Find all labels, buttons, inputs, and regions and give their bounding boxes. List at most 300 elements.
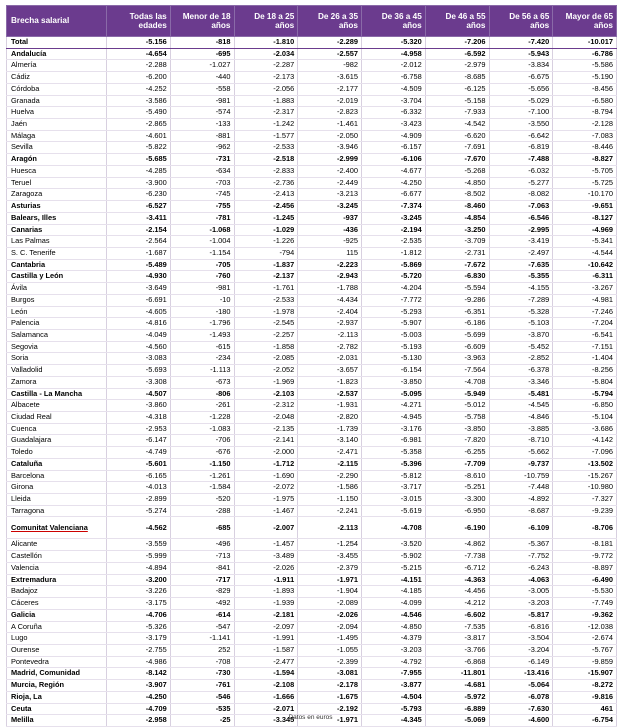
region-label: Zaragoza <box>11 189 43 199</box>
row-value-cell: -5.326 <box>107 621 171 633</box>
row-value-cell: -1.027 <box>170 60 234 72</box>
row-value-cell: -8.897 <box>553 562 617 574</box>
row-value-cell: -5.156 <box>107 37 171 49</box>
row-value-cell: -3.411 <box>107 212 171 224</box>
row-value-cell: -5.367 <box>489 539 553 551</box>
row-value-cell: -2.012 <box>362 60 426 72</box>
row-value-cell: -10.170 <box>553 189 617 201</box>
row-value-cell: -2.115 <box>298 458 362 470</box>
row-value-cell: -4.562 <box>107 517 171 539</box>
row-value-cell: -1.461 <box>298 119 362 131</box>
region-label: Rioja, La <box>11 691 42 701</box>
row-value-cell: -3.200 <box>107 574 171 586</box>
row-value-cell: -2.000 <box>234 447 298 459</box>
row-value-cell: -1.991 <box>234 633 298 645</box>
row-value-cell: -6.378 <box>489 365 553 377</box>
table-row <box>7 201 617 213</box>
table-row <box>7 365 617 377</box>
row-value-cell: -2.953 <box>107 423 171 435</box>
row-value-cell: -2.089 <box>298 598 362 610</box>
row-region-name <box>7 539 107 551</box>
row-value-cell: -962 <box>170 142 234 154</box>
row-region-name <box>7 306 107 318</box>
row-value-cell: -6.675 <box>489 72 553 84</box>
row-region-name <box>7 703 107 715</box>
region-label: Segovia <box>11 341 38 351</box>
region-label: Guadalajara <box>11 435 52 445</box>
row-value-cell: -2.782 <box>298 341 362 353</box>
row-value-cell: -5.530 <box>553 586 617 598</box>
row-value-cell: -2.449 <box>298 177 362 189</box>
row-region-name <box>7 376 107 388</box>
row-value-cell: -8.456 <box>553 83 617 95</box>
row-value-cell: -1.068 <box>170 224 234 236</box>
row-value-cell: -2.999 <box>298 154 362 166</box>
row-value-cell: -8.687 <box>489 505 553 517</box>
region-label: Aragón <box>11 154 37 164</box>
row-value-cell: 115 <box>298 247 362 259</box>
row-region-name <box>7 470 107 482</box>
row-value-cell: -4.560 <box>107 341 171 353</box>
region-label: Murcia, Región <box>11 680 64 690</box>
row-value-cell: -6.351 <box>425 306 489 318</box>
row-value-cell: -5.104 <box>553 412 617 424</box>
row-value-cell: -5.341 <box>553 236 617 248</box>
row-value-cell: -713 <box>170 551 234 563</box>
row-value-cell: -8.446 <box>553 142 617 154</box>
row-value-cell: -7.246 <box>553 306 617 318</box>
table-row <box>7 621 617 633</box>
row-value-cell: -492 <box>170 598 234 610</box>
header-mayor-65: Mayor de 65 años <box>553 6 617 37</box>
row-region-name <box>7 668 107 680</box>
row-value-cell: -2.135 <box>234 423 298 435</box>
row-value-cell: -1.254 <box>298 539 362 551</box>
row-value-cell: -2.287 <box>234 60 298 72</box>
region-label: Pontevedra <box>11 656 49 666</box>
row-value-cell: -2.477 <box>234 656 298 668</box>
row-value-cell: -8.256 <box>553 365 617 377</box>
salary-gap-table <box>6 5 617 727</box>
row-value-cell: -2.034 <box>234 48 298 60</box>
row-region-name <box>7 189 107 201</box>
table-row <box>7 306 617 318</box>
row-value-cell: -6.200 <box>107 72 171 84</box>
row-value-cell: -5.720 <box>362 271 426 283</box>
row-value-cell: -4.434 <box>298 294 362 306</box>
row-region-name <box>7 341 107 353</box>
row-value-cell: -4.049 <box>107 329 171 341</box>
row-value-cell: -7.374 <box>362 201 426 213</box>
row-value-cell: -4.099 <box>362 598 426 610</box>
table-row <box>7 412 617 424</box>
row-value-cell: -2.471 <box>298 447 362 459</box>
row-value-cell: -1.969 <box>234 376 298 388</box>
row-region-name <box>7 633 107 645</box>
row-region-name <box>7 517 107 539</box>
row-value-cell: -6.109 <box>489 517 553 539</box>
row-value-cell: -1.226 <box>234 236 298 248</box>
row-value-cell: -2.137 <box>234 271 298 283</box>
row-value-cell: -6.758 <box>362 72 426 84</box>
row-value-cell: -8.502 <box>425 189 489 201</box>
region-label: Girona <box>11 482 34 492</box>
row-value-cell: -3.345 <box>234 715 298 727</box>
table-row <box>7 562 617 574</box>
row-value-cell: -5.972 <box>425 691 489 703</box>
row-value-cell: -730 <box>170 668 234 680</box>
row-value-cell: -5.619 <box>362 505 426 517</box>
row-value-cell: -7.738 <box>425 551 489 563</box>
table-row <box>7 400 617 412</box>
row-value-cell: -781 <box>170 212 234 224</box>
row-value-cell: -4.271 <box>362 400 426 412</box>
row-value-cell: -6.712 <box>425 562 489 574</box>
row-value-cell: -2.564 <box>107 236 171 248</box>
row-value-cell: -5.158 <box>425 95 489 107</box>
row-value-cell: -8.794 <box>553 107 617 119</box>
row-value-cell: -2.052 <box>234 365 298 377</box>
row-region-name <box>7 283 107 295</box>
row-value-cell: -3.081 <box>298 668 362 680</box>
row-value-cell: -2.007 <box>234 517 298 539</box>
row-value-cell: -7.488 <box>489 154 553 166</box>
table-row <box>7 517 617 539</box>
region-label: Jaén <box>11 119 28 129</box>
row-value-cell: -3.709 <box>425 236 489 248</box>
row-value-cell: -4.894 <box>107 562 171 574</box>
row-value-cell: -2.289 <box>298 37 362 49</box>
table-header-row <box>7 6 617 37</box>
row-value-cell: -1.975 <box>234 494 298 506</box>
row-value-cell: -4.600 <box>489 715 553 727</box>
row-value-cell: -7.933 <box>425 107 489 119</box>
row-value-cell: -6.950 <box>425 505 489 517</box>
row-value-cell: -2.674 <box>553 633 617 645</box>
row-value-cell: -1.761 <box>234 283 298 295</box>
row-value-cell: -2.557 <box>298 48 362 60</box>
row-region-name <box>7 644 107 656</box>
region-label: Balears, Illes <box>11 212 57 222</box>
row-value-cell: -3.900 <box>107 177 171 189</box>
row-value-cell: -4.654 <box>107 48 171 60</box>
table-row <box>7 329 617 341</box>
table-row <box>7 539 617 551</box>
row-value-cell: -15.907 <box>553 668 617 680</box>
row-value-cell: -3.204 <box>489 644 553 656</box>
row-value-cell: -3.213 <box>298 189 362 201</box>
table-row <box>7 691 617 703</box>
row-value-cell: -2.108 <box>234 680 298 692</box>
row-value-cell: -5.705 <box>553 165 617 177</box>
row-region-name <box>7 212 107 224</box>
row-value-cell: -2.533 <box>234 294 298 306</box>
row-value-cell: -5.328 <box>489 306 553 318</box>
row-region-name <box>7 458 107 470</box>
row-region-name <box>7 562 107 574</box>
table-row <box>7 294 617 306</box>
region-label: Teruel <box>11 177 32 187</box>
table-row <box>7 72 617 84</box>
row-value-cell: -7.083 <box>553 130 617 142</box>
row-value-cell: -4.155 <box>489 283 553 295</box>
row-value-cell: -2.019 <box>298 95 362 107</box>
table-row <box>7 119 617 131</box>
row-value-cell: -1.911 <box>234 574 298 586</box>
row-value-cell: -6.149 <box>489 656 553 668</box>
row-value-cell: -2.154 <box>107 224 171 236</box>
row-value-cell: -3.550 <box>489 119 553 131</box>
row-region-name <box>7 107 107 119</box>
row-value-cell: -2.865 <box>107 119 171 131</box>
row-value-cell: -1.687 <box>107 247 171 259</box>
row-value-cell: -2.026 <box>234 562 298 574</box>
row-value-cell: -7.635 <box>489 259 553 271</box>
region-label: Castilla y León <box>11 271 64 281</box>
row-value-cell: -7.772 <box>362 294 426 306</box>
row-value-cell: -8.082 <box>489 189 553 201</box>
row-value-cell: -4.285 <box>107 165 171 177</box>
region-label: Soria <box>11 353 29 363</box>
row-value-cell: -7.327 <box>553 494 617 506</box>
row-value-cell: -5.693 <box>107 365 171 377</box>
table-row <box>7 551 617 563</box>
row-region-name <box>7 201 107 213</box>
row-value-cell: -3.423 <box>362 119 426 131</box>
row-value-cell: -6.816 <box>489 621 553 633</box>
row-region-name <box>7 154 107 166</box>
row-value-cell: -5.822 <box>107 142 171 154</box>
table-row <box>7 633 617 645</box>
row-value-cell: -547 <box>170 621 234 633</box>
row-value-cell: -6.332 <box>362 107 426 119</box>
row-value-cell: -5.193 <box>362 341 426 353</box>
region-label: Alicante <box>11 539 38 549</box>
row-value-cell: -2.288 <box>107 60 171 72</box>
row-value-cell: -2.731 <box>425 247 489 259</box>
row-region-name <box>7 318 107 330</box>
region-label: Madrid, Comunidad <box>11 668 80 678</box>
row-value-cell: -7.063 <box>489 201 553 213</box>
table-row <box>7 494 617 506</box>
region-label: Las Palmas <box>11 236 50 246</box>
row-value-cell: -6.830 <box>425 271 489 283</box>
row-value-cell: -440 <box>170 72 234 84</box>
row-value-cell: -5.999 <box>107 551 171 563</box>
row-value-cell: -5.907 <box>362 318 426 330</box>
row-value-cell: -3.140 <box>298 435 362 447</box>
row-value-cell: -5.095 <box>362 388 426 400</box>
table-row <box>7 283 617 295</box>
row-value-cell: -2.257 <box>234 329 298 341</box>
row-value-cell: -7.151 <box>553 341 617 353</box>
table-row <box>7 130 617 142</box>
row-value-cell: -4.681 <box>425 680 489 692</box>
row-value-cell: -4.986 <box>107 656 171 668</box>
table-row <box>7 48 617 60</box>
row-value-cell: -4.708 <box>362 517 426 539</box>
row-region-name <box>7 680 107 692</box>
row-value-cell: -981 <box>170 283 234 295</box>
row-value-cell: -2.545 <box>234 318 298 330</box>
row-value-cell: -4.854 <box>425 212 489 224</box>
region-label: Toledo <box>11 447 33 457</box>
row-value-cell: -6.190 <box>425 517 489 539</box>
row-value-cell: -7.420 <box>489 37 553 49</box>
row-value-cell: -6.981 <box>362 435 426 447</box>
table-row <box>7 644 617 656</box>
region-label: Almería <box>11 60 37 70</box>
row-region-name <box>7 400 107 412</box>
row-region-name <box>7 353 107 365</box>
row-value-cell: -7.709 <box>425 458 489 470</box>
region-label: Zamora <box>11 376 37 386</box>
row-value-cell: -2.535 <box>362 236 426 248</box>
table-row <box>7 259 617 271</box>
row-value-cell: -1.493 <box>170 329 234 341</box>
row-value-cell: -3.179 <box>107 633 171 645</box>
row-value-cell: -1.788 <box>298 283 362 295</box>
row-value-cell: -4.677 <box>362 165 426 177</box>
row-value-cell: -3.586 <box>107 95 171 107</box>
region-label: Total <box>11 37 29 46</box>
row-value-cell: -8.827 <box>553 154 617 166</box>
region-label: Tarragona <box>11 505 45 515</box>
row-region-name <box>7 72 107 84</box>
row-value-cell: -3.005 <box>489 586 553 598</box>
row-value-cell: -11.801 <box>425 668 489 680</box>
row-value-cell: -4.850 <box>362 621 426 633</box>
row-value-cell: -5.064 <box>489 680 553 692</box>
row-value-cell: -2.113 <box>298 329 362 341</box>
row-value-cell: -2.312 <box>234 400 298 412</box>
row-value-cell: -2.141 <box>234 435 298 447</box>
row-value-cell: -1.242 <box>234 119 298 131</box>
row-region-name <box>7 574 107 586</box>
row-value-cell: -6.819 <box>489 142 553 154</box>
row-value-cell: -6.106 <box>362 154 426 166</box>
row-value-cell: -2.456 <box>234 201 298 213</box>
row-value-cell: -761 <box>170 680 234 692</box>
table-row <box>7 60 617 72</box>
row-value-cell: -3.963 <box>425 353 489 365</box>
row-region-name <box>7 83 107 95</box>
row-value-cell: -3.817 <box>425 633 489 645</box>
region-label: Castellón <box>11 551 42 561</box>
row-value-cell: -3.907 <box>107 680 171 692</box>
region-label: S. C. Tenerife <box>11 247 56 257</box>
region-label: Valladolid <box>11 365 43 375</box>
row-region-name <box>7 224 107 236</box>
table-row <box>7 458 617 470</box>
row-value-cell: -2.943 <box>298 271 362 283</box>
row-value-cell: -6.147 <box>107 435 171 447</box>
row-value-cell: -1.675 <box>298 691 362 703</box>
row-value-cell: -535 <box>170 703 234 715</box>
row-value-cell: -1.228 <box>170 412 234 424</box>
row-value-cell: -6.230 <box>107 189 171 201</box>
row-value-cell: -2.178 <box>298 680 362 692</box>
row-value-cell: -7.206 <box>425 37 489 49</box>
row-value-cell: -2.820 <box>298 412 362 424</box>
row-value-cell: -1.796 <box>170 318 234 330</box>
row-value-cell: -10.642 <box>553 259 617 271</box>
row-value-cell: -2.823 <box>298 107 362 119</box>
row-value-cell: -7.204 <box>553 318 617 330</box>
row-value-cell: -1.712 <box>234 458 298 470</box>
region-label: Burgos <box>11 294 35 304</box>
row-value-cell: -2.194 <box>362 224 426 236</box>
row-value-cell: -6.311 <box>553 271 617 283</box>
row-value-cell: -3.877 <box>362 680 426 692</box>
row-value-cell: -5.725 <box>553 177 617 189</box>
header-26-35: De 26 a 35 años <box>298 6 362 37</box>
row-value-cell: -6.602 <box>425 609 489 621</box>
row-value-cell: -3.717 <box>362 482 426 494</box>
table-row <box>7 247 617 259</box>
row-value-cell: -234 <box>170 353 234 365</box>
row-value-cell: -4.709 <box>107 703 171 715</box>
row-value-cell: -2.103 <box>234 388 298 400</box>
row-value-cell: -5.320 <box>362 37 426 49</box>
row-value-cell: -1.457 <box>234 539 298 551</box>
row-value-cell: -574 <box>170 107 234 119</box>
row-value-cell: -5.586 <box>553 60 617 72</box>
row-value-cell: -818 <box>170 37 234 49</box>
row-value-cell: -4.945 <box>362 412 426 424</box>
row-value-cell: -1.666 <box>234 691 298 703</box>
row-value-cell: -2.379 <box>298 562 362 574</box>
row-value-cell: -5.869 <box>362 259 426 271</box>
row-value-cell: -1.404 <box>553 353 617 365</box>
row-value-cell: -7.096 <box>553 447 617 459</box>
region-label: Ourense <box>11 644 40 654</box>
row-value-cell: -5.767 <box>553 644 617 656</box>
table-row <box>7 271 617 283</box>
row-region-name <box>7 621 107 633</box>
row-value-cell: -3.834 <box>489 60 553 72</box>
row-value-cell: -3.559 <box>107 539 171 551</box>
row-region-name <box>7 656 107 668</box>
row-value-cell: -3.520 <box>362 539 426 551</box>
row-value-cell: -3.686 <box>553 423 617 435</box>
row-value-cell: -794 <box>234 247 298 259</box>
row-value-cell: -4.706 <box>107 609 171 621</box>
row-region-name <box>7 609 107 621</box>
row-value-cell: -7.670 <box>425 154 489 166</box>
row-value-cell: -4.958 <box>362 48 426 60</box>
row-value-cell: -4.212 <box>425 598 489 610</box>
table-row <box>7 142 617 154</box>
row-value-cell: -546 <box>170 691 234 703</box>
row-value-cell: -745 <box>170 189 234 201</box>
row-value-cell: -703 <box>170 177 234 189</box>
row-value-cell: -1.883 <box>234 95 298 107</box>
row-value-cell: -3.870 <box>489 329 553 341</box>
row-value-cell: -4.456 <box>425 586 489 598</box>
region-label: Granada <box>11 95 40 105</box>
table-row <box>7 703 617 715</box>
row-value-cell: -25 <box>170 715 234 727</box>
region-label: Lleida <box>11 494 31 504</box>
table-row <box>7 224 617 236</box>
row-value-cell: -3.649 <box>107 283 171 295</box>
row-value-cell: -1.978 <box>234 306 298 318</box>
row-value-cell: -6.165 <box>107 470 171 482</box>
row-value-cell: -2.995 <box>489 224 553 236</box>
table-row <box>7 212 617 224</box>
row-region-name <box>7 236 107 248</box>
